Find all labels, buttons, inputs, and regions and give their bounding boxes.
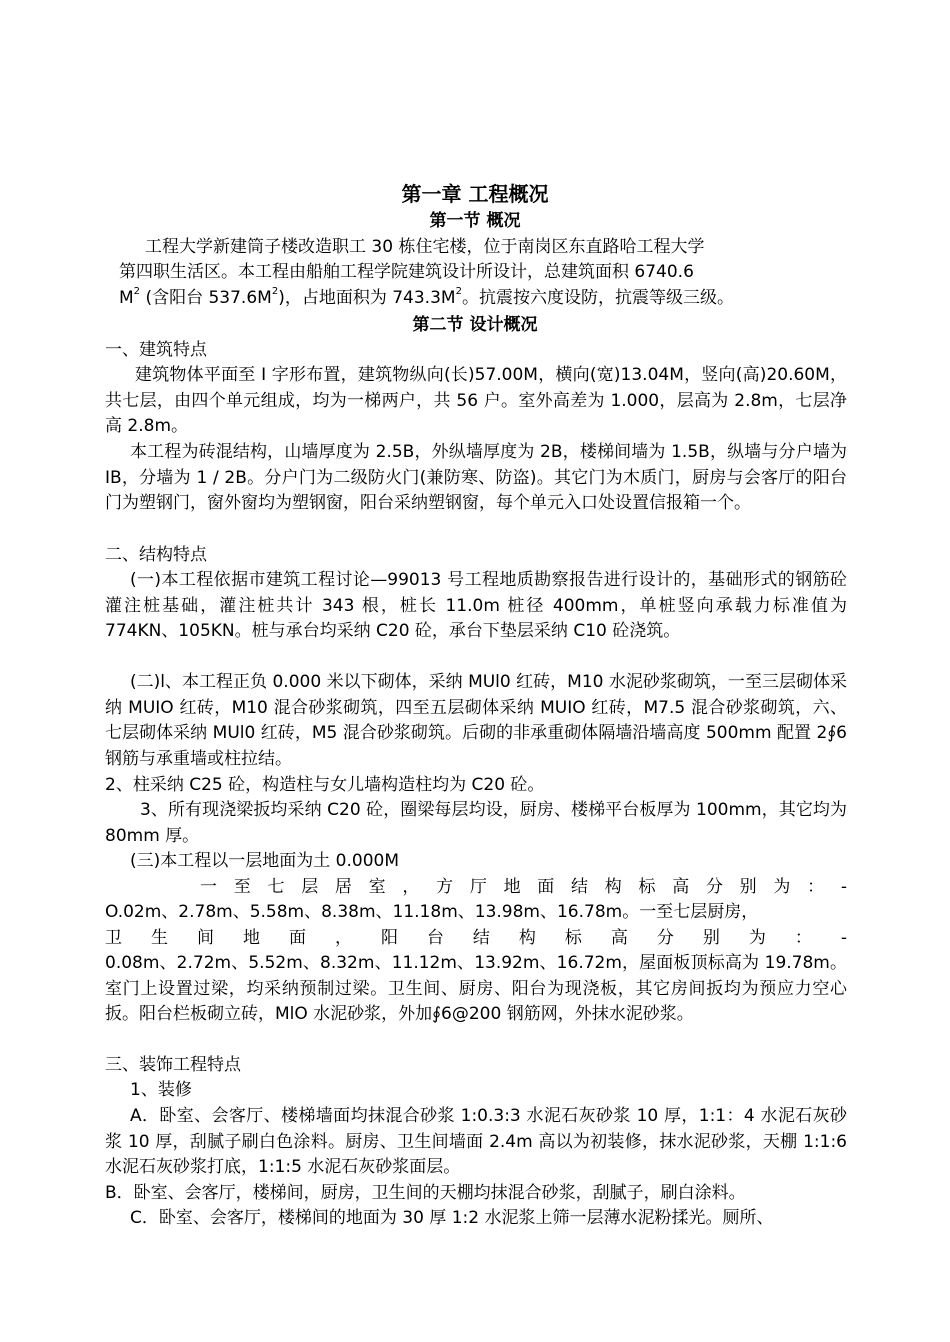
heading-decoration: 三、装饰工程特点 (105, 1055, 241, 1075)
paragraph-structure-3: 2、柱采纳 C25 砼，构造柱与女儿墙构造柱均为 C20 砼。 (105, 775, 545, 795)
decoration-item-a: A．卧室、会客厅、楼梯墙面均抹混合砂浆 1:0.3:3 水泥石灰砂浆 10 厚，1:1：4 水泥石灰砂浆 10 厚，刮腻子刷白色涂料。厨房、卫生间墙面 2.4m 高以为初装修，抹水泥砂浆，天棚 1:1:6 水泥石灰砂浆打底，1:1:5 水泥石灰砂浆面层。 (105, 1106, 847, 1178)
decoration-item-c: C．卧室、会客厅，楼梯间的地面为 30 厚 1:2 水泥浆上筛一层薄水泥粉揉光。厕所、 (130, 1208, 774, 1228)
superscript-2: 2 (271, 286, 279, 298)
heading-structure: 二、结构特点 (105, 545, 207, 565)
overview-line-1: 工程大学新建筒子楼改造职工 30 栋住宅楼，位于南岗区东直路哈工程大学 (145, 237, 705, 257)
superscript-2: 2 (455, 286, 462, 298)
overview-line-3 (119, 286, 734, 312)
overview-line-3b: (含阳台 537.6M (140, 288, 272, 308)
paragraph-structure-5: (三)本工程以一层地面为土 0.000M (130, 851, 400, 871)
overview-line-2: 第四职生活区。本工程由船舶工程学院建筑设计所设计，总建筑面积 6740.6 (119, 262, 694, 282)
paragraph-structure-2: (二)l、本工程正负 0.000 米以下砌体，采纳 MUl0 红砖，M10 水泥砂浆砌筑，一至三层砌体采纳 MUIO 红砖，M10 混合砂浆砌筑，四至五层砌体采纳 MUIO 红砖，M7.5 混合砂浆砌筑，六、七层砌体采纳 MUl0 红砖，M5 混合砂浆砌筑。后砌的非承重砌体隔墙沿墙高度 500mm 配置 2∮6 钢筋与承重墙或柱拉结。 (105, 672, 847, 770)
decoration-subheading-1: 1、装修 (130, 1080, 192, 1100)
paragraph-architecture-1: 建筑物体平面至 I 字形布置，建筑物纵向(长)57.00M，横向(宽)13.04M，竖向(高)20.60M，共七层，由四个单元组成，均为一梯两户，共 56 户。室外高差为 1.000，层高为 2.8m，七层净高 2.8m。 (105, 365, 847, 437)
decoration-item-b: B．卧室、会客厅，楼梯间，厨房，卫生间的天棚均抹混合砂浆，刮腻子，刷白涂料。 (105, 1183, 746, 1203)
heading-architecture: 一、建筑特点 (105, 340, 207, 360)
paragraph-structure-6-line-3: 卫 生 间 地 面 ， 阳 台 结 构 标 高 分 别 为 ： - (105, 928, 847, 948)
section-title-overview: 第一节 概况 (429, 211, 521, 231)
section-title-design: 第二节 设计概况 (412, 315, 538, 335)
overview-line-3a: M (119, 288, 134, 308)
superscript-2: 2 (133, 286, 141, 298)
paragraph-structure-6-line-1: 一 至 七 层 居 室 ， 方 厅 地 面 结 构 标 高 分 别 为 ： - (200, 877, 847, 897)
paragraph-structure-1: (一)本工程依据市建筑工程讨论—99013 号工程地质勘察报告进行设计的，基础形式的钢筋砼灌注桩基础，灌注桩共计 343 根，桩长 11.0m 桩径 400mm，单桩竖向承载力标准值为 774KN、105KN。桩与承台均采纳 C20 砼，承台下垫层采纳 C10 砼浇筑。 (105, 570, 847, 642)
paragraph-structure-6-line-2: O.02m、2.78m、5.58m、8.38m、11.18m、13.98m、16.78m。一至七层厨房， (105, 902, 759, 922)
overview-line-3c: )，占地面积为 743.3M (278, 288, 456, 308)
paragraph-structure-6-rest: 0.08m、2.72m、5.52m、8.32m、11.12m、13.92m、16.72m，屋面板顶标高为 19.78m。室门上设置过梁，均采纳预制过梁。卫生间、厨房、阳台为现浇板，其它房间扳均为预应力空心扳。阳台栏板砌立砖，MlO 水泥砂浆，外加∮6@200 钢筋网，外抹水泥砂浆。 (105, 953, 847, 1025)
paragraph-architecture-2: 本工程为砖混结构，山墙厚度为 2.5B，外纵墙厚度为 2B，楼梯间墙为 1.5B，纵墙与分户墙为 IB，分墙为 1 / 2B。分户门为二级防火门(兼防寒、防盗)。其它门为木质门，厨房与会客厅的阳台门为塑钢门，窗外窗均为塑钢窗，阳台采纳塑钢窗，每个单元入口处设置信报箱一个。 (105, 442, 847, 514)
chapter-title: 第一章 工程概况 (401, 182, 549, 206)
paragraph-structure-4: 3、所有现浇梁扳均采纳 C20 砼，圈梁每层均设，厨房、楼梯平台板厚为 100mm，其它均为 80mm 厚。 (105, 800, 847, 846)
overview-line-3d: 。抗震按六度设防，抗震等级三级。 (461, 288, 734, 308)
